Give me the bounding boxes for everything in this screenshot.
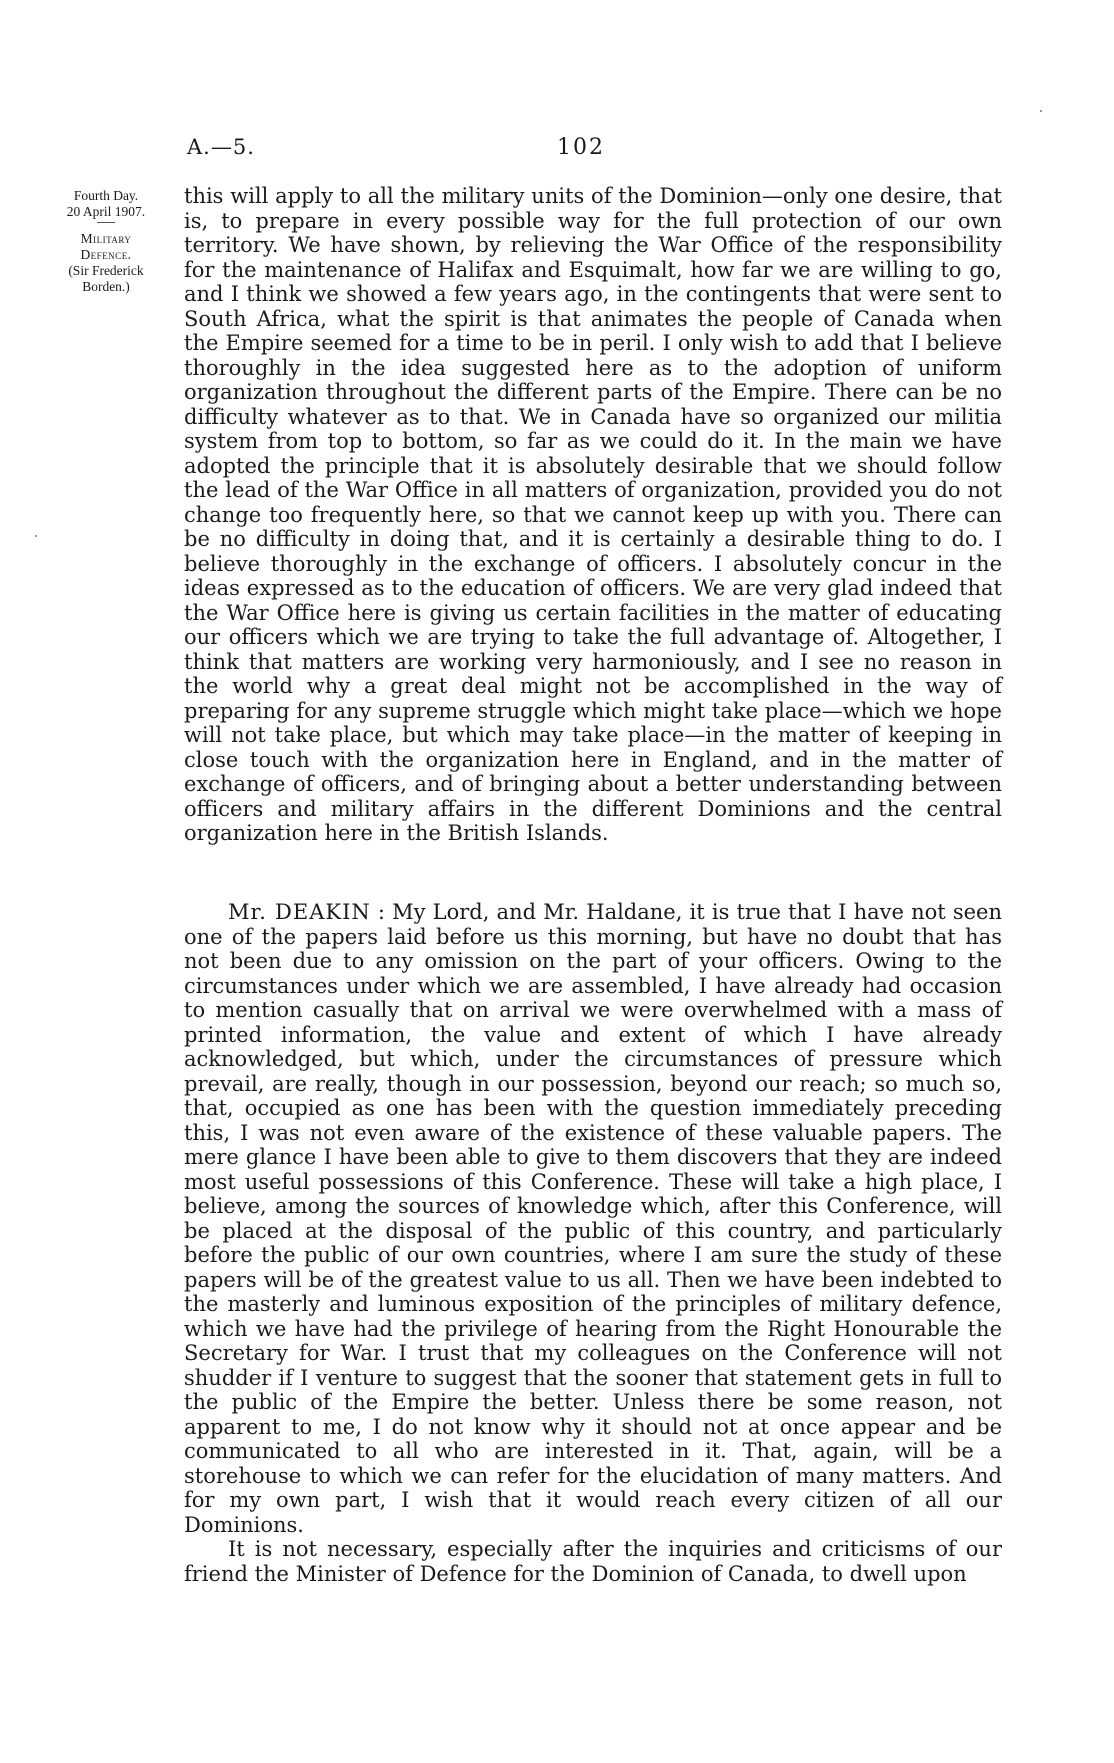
continued-speech-block bbox=[184, 184, 1002, 846]
deakin-speech-block bbox=[184, 900, 1002, 1586]
sidenote-speaker-2: Borden.) bbox=[82, 279, 130, 294]
continued-speech-paragraph: this will apply to all the military units of the Dominion—only one desire, that is, to prepare in every possible way for the full protection of our own territory. We have shown, by relieving the War Office of the responsibility for the maintenance of Halifax and Esquimalt, how far we are willing to go, and I think we showed a few years ago, in the contingents that were sent to South Africa, what the spirit is that animates the people of Canada when the Empire seemed for a time to be in peril. I only wish to add that I believe thoroughly in the idea suggested here as to the adoption of uniform organization throughout the different parts of the Empire. There can be no difficulty whatever as to that. We in Canada have so organized our militia system from top to bottom, so far as we could do it. In the main we have adopted the principle that it is absolutely desirable that we should follow the lead of the War Office in all matters of organization, provided you do not change too frequently here, so that we cannot keep up with you. There can be no difficulty in doing that, and it is certainly a desirable thing to do. I believe thoroughly in the exchange of officers. I absolutely concur in the ideas expressed as to the education of officers. We are very glad indeed that the War Office here is giving us certain facilities in the matter of educating our officers which we are trying to take the full advantage of. Altogether, I think that matters are working very harmoniously, and I see no reason in the world why a great deal might not be accomplished in the way of preparing for any supreme struggle which might take place—which we hope will not take place, but which may take place—in the matter of keeping in close touch with the organization here in England, and in the matter of exchange of officers, and of bringing about a better understanding between officers and military affairs in the different Dominions and the central organization here in the British Islands. bbox=[184, 184, 1002, 845]
margin-mark-left bbox=[35, 535, 37, 537]
sidenote-speaker-1: (Sir Frederick bbox=[68, 263, 144, 278]
sidenote-subject-2: Defence. bbox=[80, 247, 132, 262]
deakin-paragraph-1-text: : My Lord, and Mr. Haldane, it is true that I have not seen one of the papers laid before us this morning, but have no doubt that has not been due to any omission on the part of your officers. Owing to the circumstances under which we are assembled, I have already had occasion to mention casually that on arrival we were overwhelmed with a mass of printed information, the value and extent of which I have already acknowledged, but which, under the circumstances of pressure which prevail, are really, though in our possession, beyond our reach; so much so, that, occupied as one has been with the question immediately preceding this, I was not even aware of the existence of these valuable papers. The mere glance I have been able to give to them discovers that they are indeed most useful possessions of this Conference. These will take a high place, I believe, among the sources of knowledge which, after this Conference, will be placed at the disposal of the public of this country, and particularly before the public of our own countries, where I am sure the study of these papers will be of the greatest value to us all. Then we have been indebted to the masterly and luminous exposition of the principles of military defence, which we have had the privilege of hearing from the Right Honourable the Secretary for War. I trust that my colleagues on the Conference will not shudder if I venture to suggest that the sooner that statement gets in full to the public of the Empire the better. Unless there be some reason, not apparent to me, I do not know why it should not at once appear and be communicated to all who are interested in it. That, again, will be a storehouse to which we can refer for the elucidation of many matters. And for my own part, I wish that it would reach every citizen of all our Dominions. bbox=[184, 900, 1002, 1537]
speaker-name: Mr. DEAKIN bbox=[228, 900, 371, 924]
sidenote-date: 20 April 1907. bbox=[66, 204, 146, 219]
page-number: 102 bbox=[557, 135, 605, 160]
margin-sidenote bbox=[44, 188, 168, 295]
sidenote-subject-1: Military bbox=[80, 231, 132, 246]
margin-mark-top bbox=[1040, 110, 1042, 112]
document-reference: A.—5. bbox=[187, 135, 255, 159]
sidenote-day: Fourth Day. bbox=[73, 188, 139, 203]
deakin-paragraph-2: It is not necessary, especially after the inquiries and criticisms of our friend the Minister of Defence for the Dominion of Canada, to dwell upon bbox=[184, 1537, 1002, 1586]
deakin-paragraph-1 bbox=[184, 900, 1002, 1537]
sidenote-rule bbox=[97, 222, 115, 223]
